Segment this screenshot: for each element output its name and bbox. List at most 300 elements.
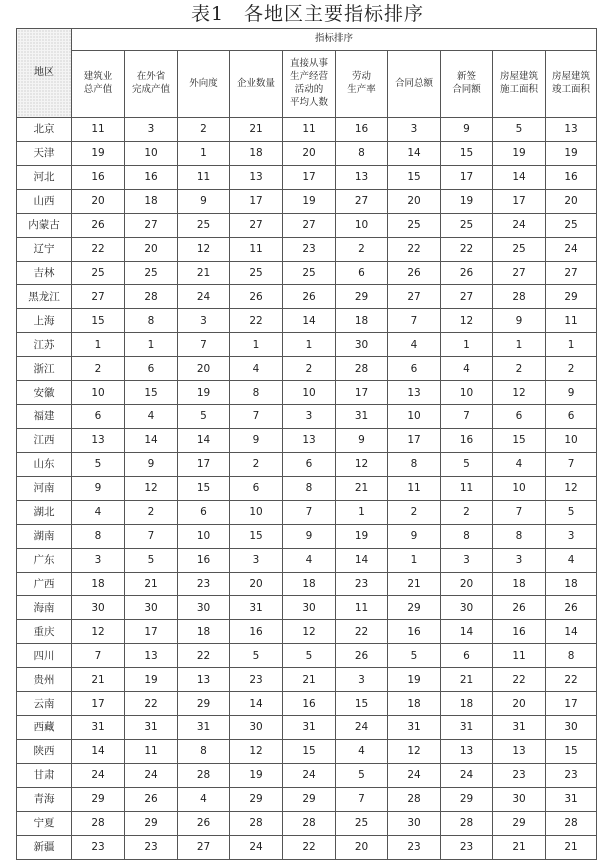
table-row <box>17 524 597 548</box>
rank-cell: 5 <box>125 548 178 572</box>
rank-cell: 10 <box>230 500 283 524</box>
region-cell: 宁夏 <box>17 811 72 835</box>
rank-cell: 7 <box>72 644 125 668</box>
rank-cell: 31 <box>388 716 441 740</box>
rank-cell: 2 <box>388 500 441 524</box>
rank-cell: 1 <box>546 333 597 357</box>
rank-cell: 25 <box>283 261 336 285</box>
rank-cell: 11 <box>493 644 546 668</box>
rank-cell: 8 <box>72 524 125 548</box>
table-row <box>17 309 597 333</box>
column-header-line: 总产值 <box>83 84 113 95</box>
table-row <box>17 787 597 811</box>
rank-cell: 7 <box>283 500 336 524</box>
rank-cell: 6 <box>72 405 125 429</box>
rank-cell: 19 <box>493 141 546 165</box>
rank-cell: 6 <box>441 644 493 668</box>
column-header-line: 完成产值 <box>131 84 170 95</box>
rank-cell: 14 <box>493 165 546 189</box>
rank-cell: 20 <box>388 189 441 213</box>
rank-cell: 14 <box>72 739 125 763</box>
rank-cell: 31 <box>283 716 336 740</box>
rank-cell: 7 <box>230 405 283 429</box>
rank-cell: 14 <box>336 548 388 572</box>
rank-cell: 26 <box>178 811 230 835</box>
rank-cell: 8 <box>336 141 388 165</box>
table-row <box>17 357 597 381</box>
rank-cell: 10 <box>178 524 230 548</box>
rank-cell: 25 <box>72 261 125 285</box>
table-title: 表1 各地区主要指标排序 <box>190 3 425 25</box>
region-cell: 吉林 <box>17 261 72 285</box>
table-row <box>17 835 597 859</box>
rank-cell: 30 <box>336 333 388 357</box>
rank-cell: 7 <box>336 787 388 811</box>
rank-cell: 25 <box>493 237 546 261</box>
rank-cell: 3 <box>72 548 125 572</box>
rank-cell: 3 <box>125 118 178 142</box>
column-header-line: 房屋建筑 <box>499 71 538 83</box>
region-cell: 河北 <box>17 165 72 189</box>
rank-cell: 5 <box>178 405 230 429</box>
rank-cell: 28 <box>72 811 125 835</box>
rank-cell: 5 <box>336 763 388 787</box>
rank-cell: 6 <box>546 405 597 429</box>
rank-cell: 18 <box>336 309 388 333</box>
rank-cell: 31 <box>336 405 388 429</box>
region-cell: 北京 <box>17 118 72 142</box>
rank-cell: 4 <box>72 500 125 524</box>
rank-cell: 1 <box>388 548 441 572</box>
rank-cell: 3 <box>336 668 388 692</box>
rank-cell: 6 <box>230 476 283 500</box>
rank-cell: 23 <box>283 237 336 261</box>
table-header <box>17 29 597 118</box>
rank-cell: 12 <box>283 620 336 644</box>
rank-cell: 4 <box>125 405 178 429</box>
column-header <box>178 51 230 118</box>
column-header-line: 生产经营 <box>289 71 328 83</box>
region-cell: 甘肃 <box>17 763 72 787</box>
rank-cell: 1 <box>493 333 546 357</box>
table-row <box>17 572 597 596</box>
region-cell: 陕西 <box>17 739 72 763</box>
rank-cell: 13 <box>388 381 441 405</box>
rank-cell: 15 <box>125 381 178 405</box>
rank-cell: 26 <box>441 261 493 285</box>
rank-cell: 24 <box>441 763 493 787</box>
rank-cell: 27 <box>283 213 336 237</box>
rank-cell: 19 <box>72 141 125 165</box>
rank-cell: 27 <box>230 213 283 237</box>
rank-cell: 24 <box>72 763 125 787</box>
rank-cell: 8 <box>283 476 336 500</box>
rank-cell: 4 <box>388 333 441 357</box>
rank-cell: 21 <box>125 572 178 596</box>
table-row <box>17 596 597 620</box>
table-body <box>17 118 597 860</box>
table-row <box>17 811 597 835</box>
rank-cell: 29 <box>283 787 336 811</box>
rank-cell: 11 <box>546 309 597 333</box>
rank-cell: 18 <box>230 141 283 165</box>
rank-cell: 20 <box>441 572 493 596</box>
region-cell: 河南 <box>17 476 72 500</box>
table-row <box>17 739 597 763</box>
rank-cell: 8 <box>546 644 597 668</box>
rank-cell: 19 <box>336 524 388 548</box>
table-row <box>17 381 597 405</box>
rank-cell: 30 <box>493 787 546 811</box>
rank-cell: 8 <box>230 381 283 405</box>
region-cell: 江苏 <box>17 333 72 357</box>
rank-cell: 27 <box>441 285 493 309</box>
rank-cell: 20 <box>283 141 336 165</box>
rank-cell: 13 <box>336 165 388 189</box>
rank-cell: 16 <box>388 620 441 644</box>
rank-cell: 30 <box>230 716 283 740</box>
rank-cell: 30 <box>178 596 230 620</box>
rank-cell: 17 <box>283 165 336 189</box>
rank-cell: 24 <box>283 763 336 787</box>
region-cell: 辽宁 <box>17 237 72 261</box>
rank-cell: 17 <box>336 381 388 405</box>
rank-cell: 24 <box>125 763 178 787</box>
rank-cell: 21 <box>283 668 336 692</box>
rank-cell: 7 <box>441 405 493 429</box>
rank-cell: 2 <box>230 452 283 476</box>
rank-cell: 25 <box>336 811 388 835</box>
region-cell: 天津 <box>17 141 72 165</box>
rank-cell: 26 <box>283 285 336 309</box>
rank-cell: 22 <box>125 692 178 716</box>
region-cell: 江西 <box>17 428 72 452</box>
table-row <box>17 452 597 476</box>
table-row <box>17 237 597 261</box>
region-cell: 湖南 <box>17 524 72 548</box>
rank-cell: 8 <box>441 524 493 548</box>
rank-cell: 2 <box>283 357 336 381</box>
rank-cell: 29 <box>441 787 493 811</box>
rank-cell: 18 <box>493 572 546 596</box>
rank-cell: 5 <box>546 500 597 524</box>
region-cell: 黑龙江 <box>17 285 72 309</box>
rank-cell: 10 <box>388 405 441 429</box>
rank-cell: 13 <box>441 739 493 763</box>
rank-cell: 29 <box>336 285 388 309</box>
rank-cell: 30 <box>72 596 125 620</box>
rank-cell: 16 <box>125 165 178 189</box>
rank-cell: 11 <box>178 165 230 189</box>
rank-cell: 9 <box>441 118 493 142</box>
column-header <box>230 51 283 118</box>
rank-cell: 11 <box>388 476 441 500</box>
rank-cell: 18 <box>72 572 125 596</box>
region-cell: 新疆 <box>17 835 72 859</box>
rank-cell: 25 <box>125 261 178 285</box>
rank-cell: 26 <box>388 261 441 285</box>
rank-cell: 25 <box>388 213 441 237</box>
rank-cell: 29 <box>546 285 597 309</box>
rank-cell: 12 <box>336 452 388 476</box>
region-header-label: 地区 <box>34 67 54 79</box>
rank-cell: 6 <box>125 357 178 381</box>
rank-cell: 17 <box>178 452 230 476</box>
rank-cell: 15 <box>178 476 230 500</box>
rank-cell: 1 <box>283 333 336 357</box>
rank-cell: 15 <box>493 428 546 452</box>
column-header-line: 房屋建筑 <box>552 71 591 83</box>
column-header <box>388 51 441 118</box>
table-row <box>17 405 597 429</box>
rank-cell: 20 <box>493 692 546 716</box>
rank-cell: 16 <box>336 118 388 142</box>
rank-cell: 7 <box>388 309 441 333</box>
rank-cell: 8 <box>493 524 546 548</box>
rank-cell: 23 <box>546 763 597 787</box>
region-cell: 青海 <box>17 787 72 811</box>
table-row <box>17 165 597 189</box>
rank-cell: 12 <box>441 309 493 333</box>
rank-cell: 21 <box>178 261 230 285</box>
rank-cell: 22 <box>178 644 230 668</box>
rank-cell: 16 <box>441 428 493 452</box>
rank-cell: 11 <box>125 739 178 763</box>
rank-cell: 24 <box>493 213 546 237</box>
table-row <box>17 548 597 572</box>
rank-cell: 12 <box>125 476 178 500</box>
rank-cell: 3 <box>230 548 283 572</box>
rank-cell: 24 <box>230 835 283 859</box>
rank-cell: 14 <box>546 620 597 644</box>
rank-cell: 30 <box>388 811 441 835</box>
rank-cell: 24 <box>388 763 441 787</box>
rank-cell: 1 <box>441 333 493 357</box>
rank-cell: 10 <box>283 381 336 405</box>
rank-cell: 26 <box>125 787 178 811</box>
rank-cell: 6 <box>283 452 336 476</box>
region-cell: 山东 <box>17 452 72 476</box>
rank-cell: 10 <box>441 381 493 405</box>
rank-cell: 17 <box>493 189 546 213</box>
column-header-line: 施工面积 <box>499 84 538 95</box>
ranking-table <box>16 28 597 860</box>
rank-cell: 7 <box>125 524 178 548</box>
rank-cell: 22 <box>388 237 441 261</box>
rank-cell: 19 <box>230 763 283 787</box>
rank-cell: 22 <box>493 668 546 692</box>
rank-cell: 1 <box>178 141 230 165</box>
rank-cell: 13 <box>125 644 178 668</box>
rank-cell: 11 <box>72 118 125 142</box>
rank-cell: 19 <box>546 141 597 165</box>
rank-cell: 3 <box>493 548 546 572</box>
rank-cell: 18 <box>441 692 493 716</box>
rank-cell: 3 <box>441 548 493 572</box>
rank-cell: 3 <box>388 118 441 142</box>
rank-cell: 14 <box>441 620 493 644</box>
column-header <box>283 51 336 118</box>
rank-cell: 28 <box>283 811 336 835</box>
rank-cell: 22 <box>230 309 283 333</box>
rank-cell: 19 <box>125 668 178 692</box>
column-header <box>125 51 178 118</box>
rank-cell: 27 <box>336 189 388 213</box>
region-column-header <box>17 29 72 118</box>
region-cell: 贵州 <box>17 668 72 692</box>
rank-cell: 9 <box>493 309 546 333</box>
rank-cell: 30 <box>441 596 493 620</box>
rank-cell: 2 <box>441 500 493 524</box>
table-row <box>17 213 597 237</box>
rank-cell: 17 <box>441 165 493 189</box>
rank-cell: 28 <box>125 285 178 309</box>
rank-cell: 9 <box>178 189 230 213</box>
table-row <box>17 189 597 213</box>
column-header-line: 活动的 <box>294 84 324 95</box>
rank-cell: 20 <box>125 237 178 261</box>
rank-cell: 19 <box>388 668 441 692</box>
rank-cell: 24 <box>178 285 230 309</box>
rank-cell: 22 <box>283 835 336 859</box>
rank-cell: 4 <box>283 548 336 572</box>
region-cell: 广东 <box>17 548 72 572</box>
table-row <box>17 716 597 740</box>
rank-cell: 4 <box>336 739 388 763</box>
rank-cell: 20 <box>230 572 283 596</box>
rank-cell: 25 <box>441 213 493 237</box>
rank-cell: 20 <box>72 189 125 213</box>
rank-cell: 2 <box>178 118 230 142</box>
rank-cell: 4 <box>493 452 546 476</box>
rank-cell: 28 <box>178 763 230 787</box>
column-header-line: 平均人数 <box>289 96 328 108</box>
rank-cell: 22 <box>441 237 493 261</box>
rank-cell: 28 <box>230 811 283 835</box>
rank-cell: 31 <box>178 716 230 740</box>
rank-cell: 23 <box>336 572 388 596</box>
region-cell: 浙江 <box>17 357 72 381</box>
rank-cell: 27 <box>72 285 125 309</box>
column-header-line: 建筑业 <box>83 71 113 83</box>
rank-cell: 15 <box>388 165 441 189</box>
region-cell: 云南 <box>17 692 72 716</box>
table-row <box>17 118 597 142</box>
rank-cell: 24 <box>336 716 388 740</box>
region-cell: 西藏 <box>17 716 72 740</box>
rank-cell: 1 <box>230 333 283 357</box>
rank-cell: 20 <box>546 189 597 213</box>
column-header-line: 在外省 <box>136 71 166 83</box>
rank-cell: 4 <box>178 787 230 811</box>
rank-cell: 12 <box>388 739 441 763</box>
rank-cell: 31 <box>493 716 546 740</box>
rank-cell: 17 <box>72 692 125 716</box>
rank-cell: 10 <box>493 476 546 500</box>
region-cell: 山西 <box>17 189 72 213</box>
rank-cell: 20 <box>178 357 230 381</box>
region-cell: 安徽 <box>17 381 72 405</box>
rank-cell: 21 <box>72 668 125 692</box>
rank-cell: 11 <box>336 596 388 620</box>
rank-cell: 27 <box>493 261 546 285</box>
table-row <box>17 692 597 716</box>
rank-cell: 5 <box>388 644 441 668</box>
column-header <box>441 51 493 118</box>
rank-cell: 24 <box>546 237 597 261</box>
rank-cell: 14 <box>388 141 441 165</box>
rank-cell: 6 <box>178 500 230 524</box>
region-cell: 海南 <box>17 596 72 620</box>
rank-cell: 28 <box>493 285 546 309</box>
rank-cell: 29 <box>72 787 125 811</box>
rank-cell: 12 <box>72 620 125 644</box>
rank-cell: 30 <box>283 596 336 620</box>
column-header <box>493 51 546 118</box>
rank-cell: 13 <box>72 428 125 452</box>
rank-cell: 31 <box>72 716 125 740</box>
rank-cell: 30 <box>546 716 597 740</box>
rank-cell: 12 <box>546 476 597 500</box>
rank-cell: 13 <box>283 428 336 452</box>
rank-cell: 27 <box>388 285 441 309</box>
rank-cell: 28 <box>388 787 441 811</box>
rank-cell: 14 <box>283 309 336 333</box>
region-cell: 广西 <box>17 572 72 596</box>
rank-cell: 2 <box>546 357 597 381</box>
rank-cell: 29 <box>388 596 441 620</box>
rank-cell: 16 <box>230 620 283 644</box>
rank-cell: 10 <box>546 428 597 452</box>
column-header-line: 生产率 <box>347 84 376 95</box>
group-header: 指标排序 <box>72 29 597 51</box>
rank-cell: 22 <box>546 668 597 692</box>
rank-cell: 17 <box>546 692 597 716</box>
rank-cell: 26 <box>336 644 388 668</box>
rank-cell: 17 <box>388 428 441 452</box>
rank-cell: 14 <box>230 692 283 716</box>
region-cell: 上海 <box>17 309 72 333</box>
rank-cell: 4 <box>546 548 597 572</box>
table-row <box>17 428 597 452</box>
rank-cell: 13 <box>546 118 597 142</box>
rank-cell: 18 <box>178 620 230 644</box>
rank-cell: 21 <box>336 476 388 500</box>
rank-cell: 9 <box>283 524 336 548</box>
rank-cell: 5 <box>230 644 283 668</box>
table-row <box>17 141 597 165</box>
rank-cell: 17 <box>230 189 283 213</box>
rank-cell: 21 <box>493 835 546 859</box>
rank-cell: 1 <box>336 500 388 524</box>
region-cell: 重庆 <box>17 620 72 644</box>
rank-cell: 5 <box>72 452 125 476</box>
rank-cell: 16 <box>178 548 230 572</box>
rank-cell: 13 <box>230 165 283 189</box>
rank-cell: 1 <box>72 333 125 357</box>
rank-cell: 15 <box>230 524 283 548</box>
rank-cell: 28 <box>336 357 388 381</box>
rank-cell: 25 <box>546 213 597 237</box>
rank-cell: 4 <box>230 357 283 381</box>
rank-cell: 26 <box>546 596 597 620</box>
rank-cell: 28 <box>546 811 597 835</box>
rank-cell: 15 <box>441 141 493 165</box>
rank-cell: 9 <box>546 381 597 405</box>
rank-cell: 5 <box>493 118 546 142</box>
rank-cell: 9 <box>72 476 125 500</box>
column-header-line: 新签 <box>456 71 476 83</box>
